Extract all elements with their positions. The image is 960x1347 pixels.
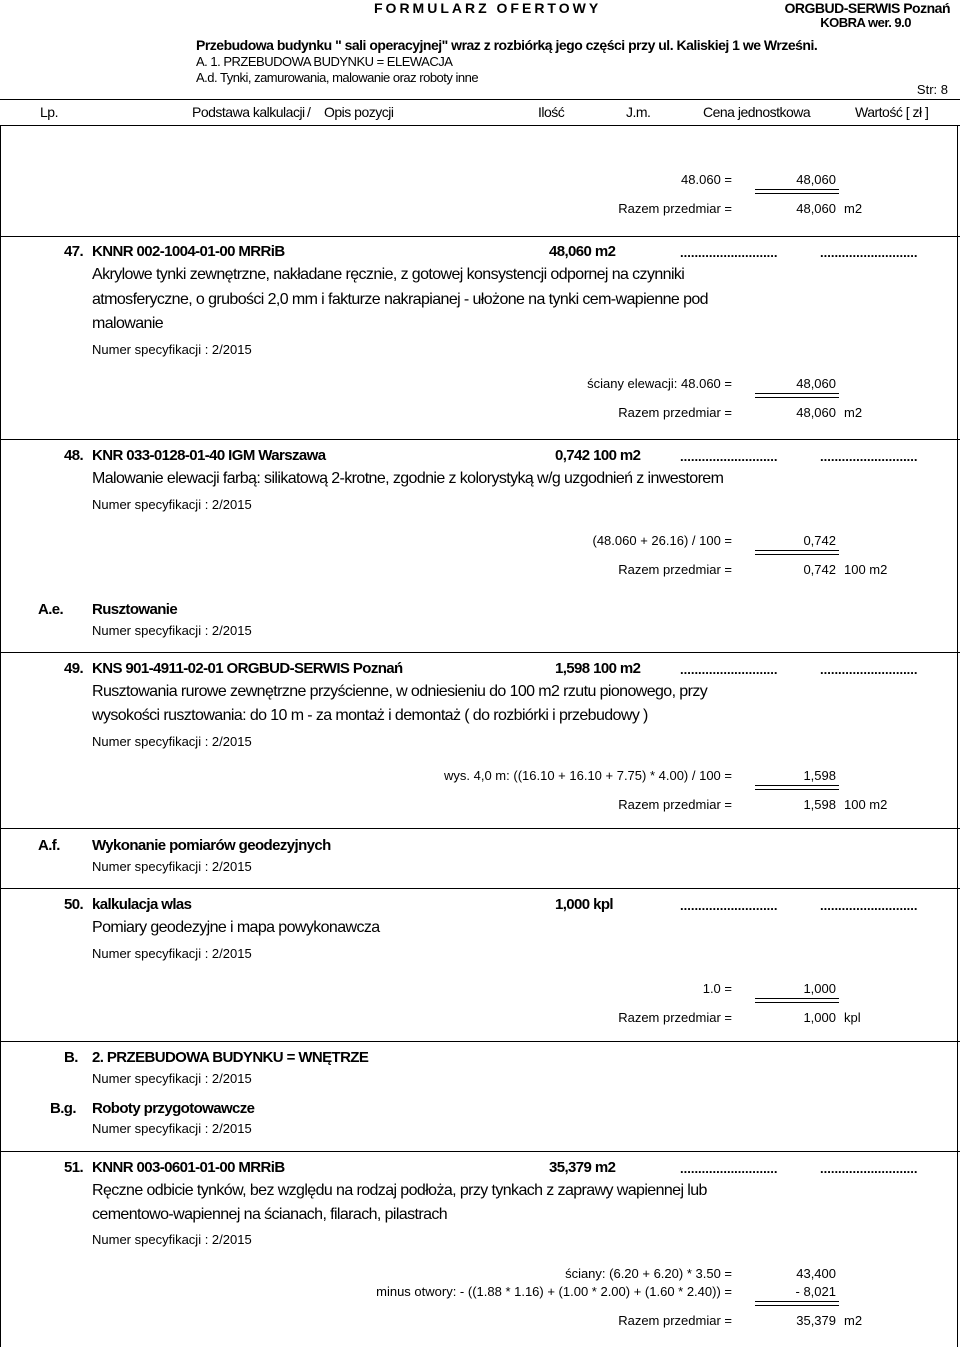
subsection-title: A.d. Tynki, zamurowania, malowanie oraz roboty inne [196,70,479,85]
col-quantity: Ilość [538,104,565,120]
total-label: Razem przedmiar = [618,405,732,420]
col-basis: Podstawa kalkulacji [192,104,305,120]
item-number: 50. [64,896,84,913]
item-separator [0,1041,960,1042]
spec-number: Numer specyfikacji : 2/2015 [92,1121,252,1136]
item-separator [0,828,960,829]
total-underline [755,1301,839,1306]
col-lp: Lp. [40,104,58,120]
item-quantity: 1,598 100 m2 [555,660,641,677]
total-value: 48,060 [796,201,836,216]
item-code: KNNR 003-0601-01-00 MRRiB [92,1159,285,1176]
item-quantity: 35,379 m2 [549,1159,616,1176]
frame-right [957,125,958,1347]
item-code: KNNR 002-1004-01-00 MRRiB [92,243,285,260]
group-title: 2. PRZEBUDOWA BUDYNKU = WNĘTRZE [92,1049,369,1066]
calc-line: ściany elewacji: 48.060 = [587,376,732,391]
item-description: Ręczne odbicie tynków, bez względu na rodzaj podłoża, przy tynkach z zaprawy wapiennej lub [92,1182,707,1199]
spec-number: Numer specyfikacji : 2/2015 [92,623,252,638]
header-bottom-rule [0,125,960,126]
item-code: kalkulacja wlas [92,896,192,913]
total-underline [755,189,839,194]
total-label: Razem przedmiar = [618,201,732,216]
price-dots: ........................... [680,662,778,677]
total-label: Razem przedmiar = [618,797,732,812]
item-separator [0,439,960,440]
frame-left [0,125,1,1347]
calc-line: wys. 4,0 m: ((16.10 + 16.10 + 7.75) * 4.00) / 100 = [444,768,732,783]
calc-value: 48,060 [796,172,836,187]
item-quantity: 48,060 m2 [549,243,616,260]
item-description: atmosferyczne, o grubości 2,0 mm i fakturze nakrapianej - ułożone na tynki cem-wapienne pod [92,291,708,308]
item-description: Malowanie elewacji farbą: silikatową 2-krotne, zgodnie z kolorystyką w/g uzgodnień z inwestorem [92,470,724,487]
col-unit-price: Cena jednostkowa [703,104,811,120]
price-dots: ........................... [680,898,778,913]
group-title: Roboty przygotowawcze [92,1100,255,1117]
group-id: A.e. [38,601,64,618]
total-label: Razem przedmiar = [618,1010,732,1025]
spec-number: Numer specyfikacji : 2/2015 [92,1071,252,1086]
group-title: Rusztowanie [92,601,178,618]
total-value: 1,598 [803,797,836,812]
spec-number: Numer specyfikacji : 2/2015 [92,859,252,874]
value-dots: ........................... [820,245,918,260]
item-description: wysokości rusztowania: do 10 m - za montaż i demontaż ( do rozbiórki i przebudowy ) [92,707,648,724]
form-title: FORMULARZ OFERTOWY [374,0,602,16]
total-unit: m2 [844,1313,863,1328]
col-sep: / [307,104,311,120]
total-underline [755,998,839,1003]
calc-value: 1,000 [803,981,836,996]
col-unit: J.m. [626,104,651,120]
spec-number: Numer specyfikacji : 2/2015 [92,734,252,749]
total-label: Razem przedmiar = [618,562,732,577]
item-separator [0,652,960,653]
total-unit: 100 m2 [844,562,888,577]
price-dots: ........................... [680,245,778,260]
col-value: Wartość [ zł ] [855,104,929,120]
price-dots: ........................... [680,449,778,464]
project-title: Przebudowa budynku " sali operacyjnej" wraz z rozbiórką jego części przy ul. Kaliskiej 1 we Wrześni. [196,37,818,53]
item-number: 51. [64,1159,84,1176]
total-underline [755,785,839,790]
item-description: Akrylowe tynki zewnętrzne, nakładane ręcznie, z gotowej konsystencji odpornej na czynniki [92,266,685,283]
total-value: 1,000 [803,1010,836,1025]
calc-value: 1,598 [803,768,836,783]
item-separator [0,1151,960,1152]
calc-value: 43,400 [796,1266,836,1281]
item-quantity: 1,000 kpl [555,896,613,913]
calc-value: 48,060 [796,376,836,391]
value-dots: ........................... [820,449,918,464]
item-separator [0,236,960,237]
spec-number: Numer specyfikacji : 2/2015 [92,946,252,961]
spec-number: Numer specyfikacji : 2/2015 [92,342,252,357]
item-description: Pomiary geodezyjne i mapa powykonawcza [92,919,380,936]
value-dots: ........................... [820,898,918,913]
item-separator [0,888,960,889]
value-dots: ........................... [820,662,918,677]
total-underline [755,550,839,555]
price-dots: ........................... [680,1161,778,1176]
calc-line: 1.0 = [702,981,732,996]
value-dots: ........................... [820,1161,918,1176]
group-id: A.f. [38,837,60,854]
item-description: malowanie [92,315,164,332]
item-code: KNR 033-0128-01-40 IGM Warszawa [92,447,326,464]
total-unit: 100 m2 [844,797,888,812]
calc-line: minus otwory: - ((1.88 * 1.16) + (1.00 * 2.00) + (1.60 * 2.40)) = [376,1284,732,1299]
page-number: Str: 8 [916,82,948,97]
total-value: 48,060 [796,405,836,420]
company-name: ORGBUD-SERWIS Poznań [784,0,950,16]
group-title: Wykonanie pomiarów geodezyjnych [92,837,331,854]
spec-number: Numer specyfikacji : 2/2015 [92,1232,252,1247]
calc-value: - 8,021 [795,1284,836,1299]
total-underline [755,393,839,398]
header-top-rule [0,99,960,100]
group-id: B. [64,1049,78,1066]
col-description: Opis pozycji [324,104,394,120]
total-unit: m2 [844,201,863,216]
spec-number: Numer specyfikacji : 2/2015 [92,497,252,512]
calc-value: 0,742 [803,533,836,548]
total-unit: kpl [844,1010,861,1025]
total-label: Razem przedmiar = [618,1313,732,1328]
calc-line: 48.060 = [681,172,732,187]
group-id: B.g. [50,1100,76,1117]
total-value: 35,379 [796,1313,836,1328]
item-number: 48. [64,447,84,464]
calc-line: (48.060 + 26.16) / 100 = [592,533,732,548]
item-number: 47. [64,243,84,260]
item-quantity: 0,742 100 m2 [555,447,641,464]
total-value: 0,742 [803,562,836,577]
software-version: KOBRA wer. 9.0 [820,15,911,30]
item-number: 49. [64,660,84,677]
calc-line: ściany: (6.20 + 6.20) * 3.50 = [565,1266,732,1281]
item-description: Rusztowania rurowe zewnętrzne przyścienne, w odniesieniu do 100 m2 rzutu pionowego, przy [92,683,708,700]
total-unit: m2 [844,405,863,420]
item-code: KNS 901-4911-02-01 ORGBUD-SERWIS Poznań [92,660,403,677]
item-description: cementowo-wapiennej na ścianach, filarach, pilastrach [92,1206,448,1223]
section-title: A. 1. PRZEBUDOWA BUDYNKU = ELEWACJA [196,54,453,69]
